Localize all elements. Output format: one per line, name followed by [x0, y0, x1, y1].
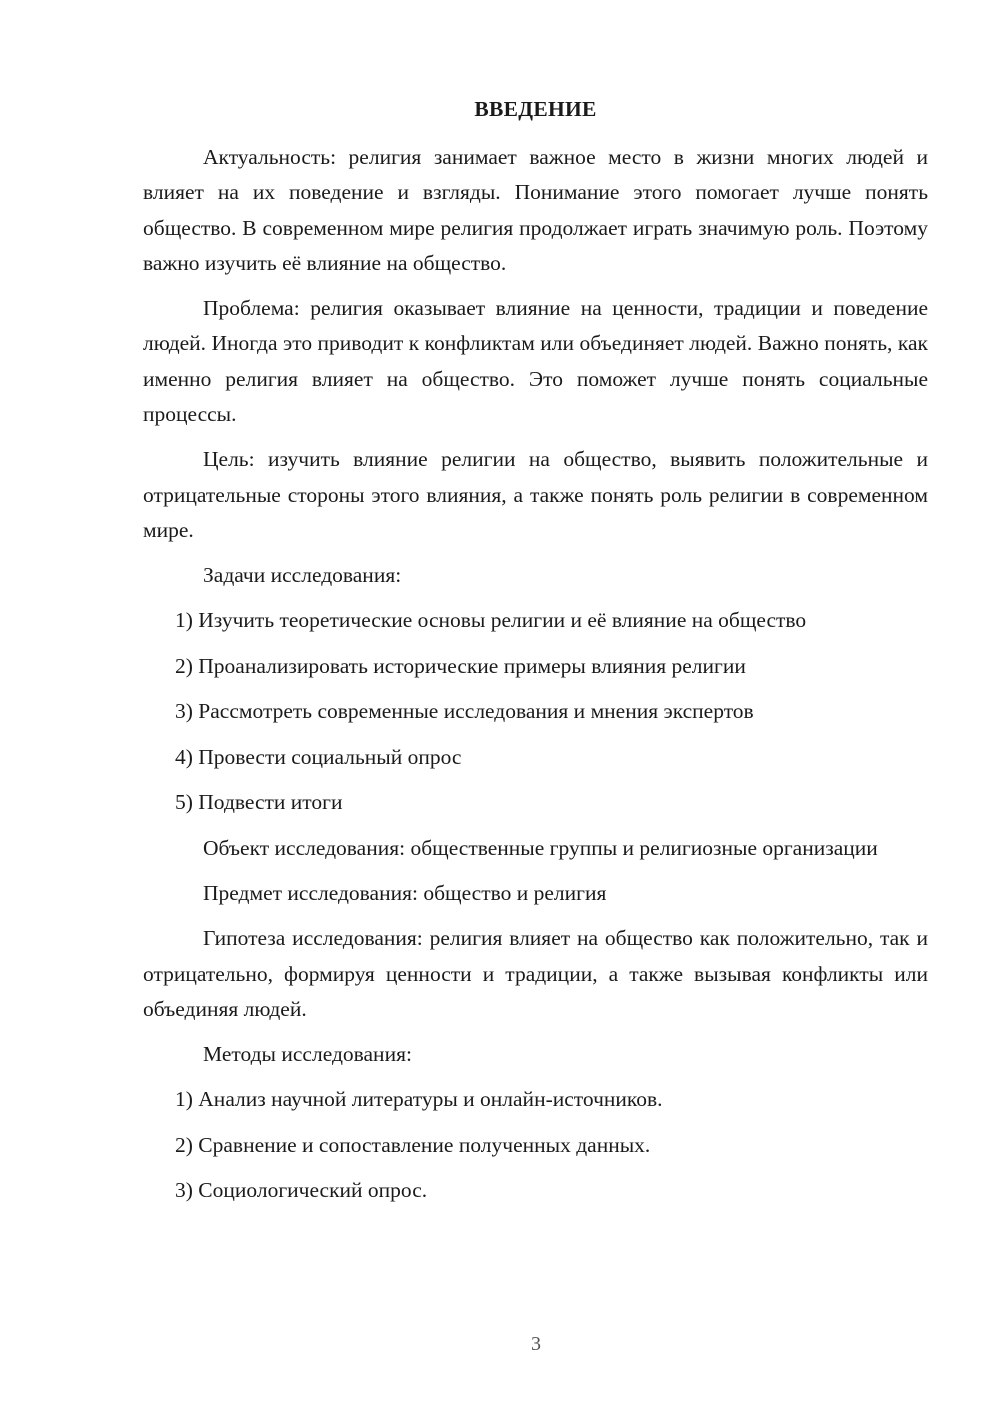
task-item: 1) Изучить теоретические основы религии и её влияние на общество	[175, 608, 807, 633]
task-item: 2) Проанализировать исторические примеры влияния религии	[175, 653, 746, 678]
method-item: 2) Сравнение и сопоставление полученных данных.	[175, 1132, 651, 1157]
task-item: 4) Провести социальный опрос	[175, 744, 462, 769]
task-item: 3) Рассмотреть современные исследования и мнения экспертов	[175, 699, 754, 724]
method-item: 3) Социологический опрос.	[175, 1178, 428, 1203]
page-title: ВВЕДЕНИЕ	[474, 97, 597, 121]
methods-heading: Методы исследования:	[203, 1042, 412, 1067]
subject-paragraph: Предмет исследования: общество и религия	[203, 881, 607, 906]
method-item: 1) Анализ научной литературы и онлайн-источников.	[175, 1087, 663, 1112]
page-content	[143, 92, 928, 1219]
hypothesis-paragraph: Гипотеза исследования: религия влияет на общество как положительно, так и отрицательно, формируя ценности и традиции, а также вызывая конфликты или объединяя людей.	[143, 926, 928, 1021]
tasks-list	[143, 603, 928, 820]
relevance-paragraph: Актуальность: религия занимает важное место в жизни многих людей и влияет на их поведение и взгляды. Понимание этого помогает лучше понять общество. В современном мире религия продолжает играть значимую роль. Поэтому важно изучить её влияние на общество.	[143, 145, 928, 275]
goal-paragraph: Цель: изучить влияние религии на общество, выявить положительные и отрицательные стороны этого влияния, а также понять роль религии в современном мире.	[143, 447, 928, 542]
object-paragraph: Объект исследования: общественные группы и религиозные организации	[203, 835, 878, 860]
problem-paragraph: Проблема: религия оказывает влияние на ценности, традиции и поведение людей. Иногда это приводит к конфликтам или объединяет людей. Важно понять, как именно религия влияет на общество. Это поможет лучше понять социальные процессы.	[143, 296, 928, 427]
methods-list	[143, 1082, 928, 1208]
task-item: 5) Подвести итоги	[175, 790, 343, 815]
page-number: 3	[531, 1333, 541, 1355]
tasks-heading: Задачи исследования:	[203, 563, 402, 588]
